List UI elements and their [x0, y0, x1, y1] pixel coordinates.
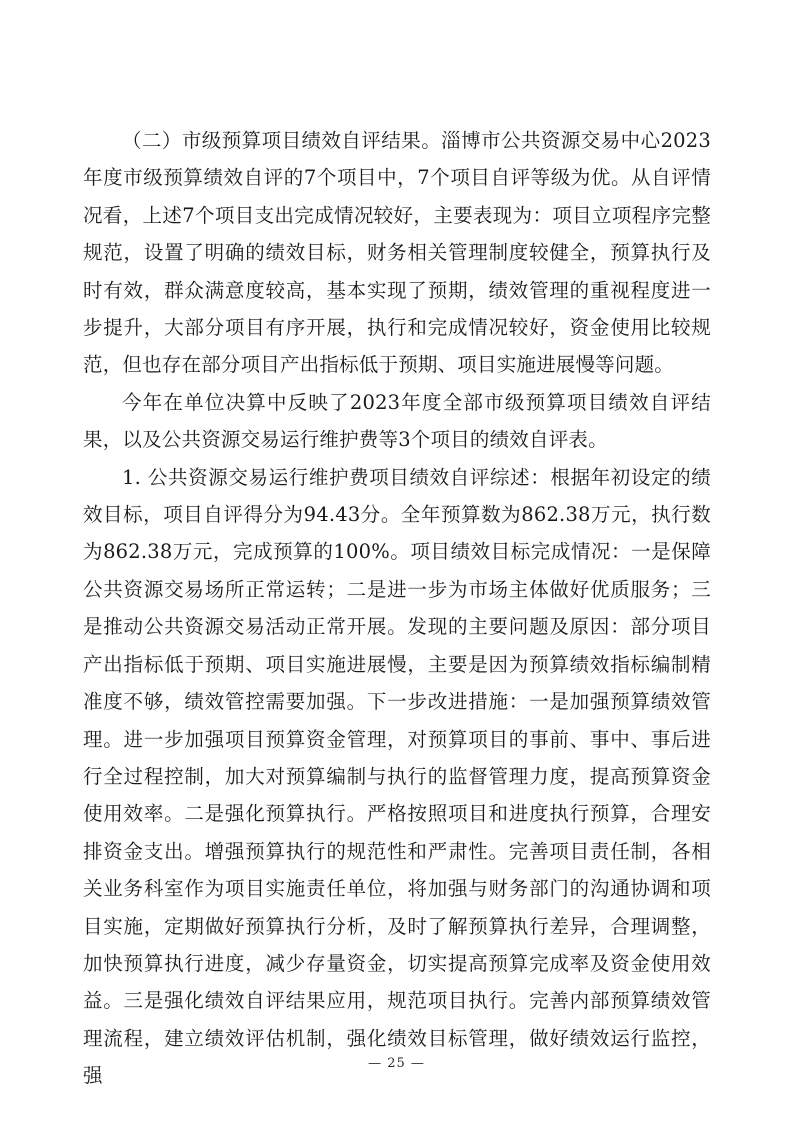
paragraph-annual-final-accounts-note: 今年在单位决算中反映了2023年度全部市级预算项目绩效自评结果，以及公共资源交易运行维护费等3个项目的绩效自评表。 — [83, 390, 711, 452]
page-number: — 25 — — [368, 1056, 425, 1071]
document-body — [83, 122, 711, 1095]
page-footer — [0, 1052, 793, 1071]
paragraph-city-budget-self-eval-results: （二）市级预算项目绩效自评结果。淄博市公共资源交易中心2023年度市级预算绩效自评的7个项目中，7个项目自评等级为优。从自评情况看，上述7个项目支出完成情况较好，主要表现为：项目立项程序完整规范，设置了明确的绩效目标，财务相关管理制度较健全，预算执行及时有效，群众满意度较高，基本实现了预期，绩效管理的重视程度进一步提升，大部分项目有序开展，执行和完成情况较好，资金使用比较规范，但也存在部分项目产出指标低于预期、项目实施进展慢等问题。 — [83, 129, 711, 377]
paragraph-operation-maintenance-fee-summary: 1. 公共资源交易运行维护费项目绩效自评综述：根据年初设定的绩效目标，项目自评得分为94.43分。全年预算数为862.38万元，执行数为862.38万元，完成预算的100%。项目绩效目标完成情况：一是保障公共资源交易场所正常运转；二是进一步为市场主体做好优质服务；三是推动公共资源交易活动正常开展。发现的主要问题及原因：部分项目产出指标低于预期、项目实施进展慢，主要是因为预算绩效指标编制精准度不够，绩效管控需要加强。下一步改进措施：一是加强预算绩效管理。进一步加强项目预算资金管理，对预算项目的事前、事中、事后进行全过程控制，加大对预算编制与执行的监督管理力度，提高预算资金使用效率。二是强化预算执行。严格按照项目和进度执行预算，合理安排资金支出。增强预算执行的规范性和严肃性。完善项目责任制，各相关业务科室作为项目实施责任单位，将加强与财务部门的沟通协调和项目实施，定期做好预算执行分析，及时了解预算执行差异，合理调整，加快预算执行进度，减少存量资金，切实提高预算完成率及资金使用效益。三是强化绩效自评结果应用，规范项目执行。完善内部预算绩效管理流程，建立绩效评估机制，强化绩效目标管理，做好绩效运行监控，强 — [83, 465, 711, 1088]
